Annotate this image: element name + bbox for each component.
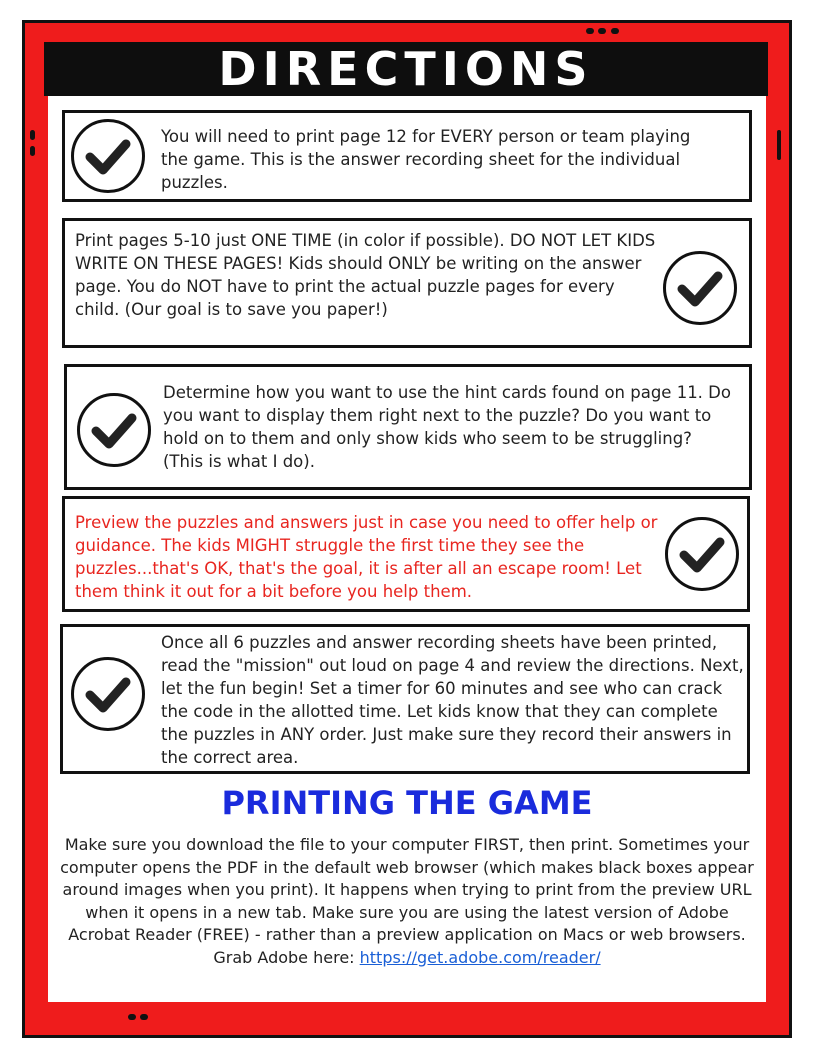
printing-body: Make sure you download the file to your computer FIRST, then print. Sometimes your computer opens the PDF in the default web browser (which makes black boxes appear around images when you print). It happens when trying to print from the preview URL when it opens in a new tab. Make sure you are using the latest version of Adobe Acrobat Reader (FREE) - rather than a preview application on Macs or web browsers. bbox=[60, 835, 754, 944]
printing-heading: PRINTING THE GAME bbox=[221, 784, 593, 822]
checkmark-circle-icon bbox=[77, 393, 151, 467]
checkmark-circle-icon bbox=[71, 657, 145, 731]
direction-step-2 bbox=[62, 218, 752, 348]
title-bar bbox=[44, 42, 768, 96]
printing-instructions bbox=[58, 834, 756, 969]
frame-dot bbox=[598, 28, 606, 34]
adobe-reader-link[interactable]: https://get.adobe.com/reader/ bbox=[359, 947, 601, 967]
step-text: Print pages 5-10 just ONE TIME (in color if possible). DO NOT LET KIDS WRITE ON THESE PAGES! Kids should ONLY be writing on the answer page. You do NOT have to print the actual puzzle pages for every child. (Our goal is to save you paper!) bbox=[75, 231, 656, 319]
checkmark-circle-icon bbox=[71, 119, 145, 193]
direction-step-3 bbox=[64, 364, 752, 490]
frame-dot bbox=[586, 28, 594, 34]
frame-dot bbox=[30, 146, 35, 156]
step-text: Preview the puzzles and answers just in case you need to offer help or guidance. The kids MIGHT struggle the first time they see the puzzles...that's OK, that's the goal, it is after all an escape room! Let them think it out for a bit before you help them. bbox=[75, 513, 658, 601]
frame-dot bbox=[611, 28, 619, 34]
checkmark-circle-icon bbox=[665, 517, 739, 591]
grab-adobe-label: Grab Adobe here: bbox=[213, 947, 360, 967]
direction-step-1 bbox=[62, 110, 752, 202]
direction-step-4 bbox=[62, 496, 750, 612]
step-text: Determine how you want to use the hint cards found on page 11. Do you want to display them right next to the puzzle? Do you want to hold on to them and only show kids who seem to be struggling? (This is what I do). bbox=[163, 383, 731, 471]
frame-dot bbox=[128, 1014, 136, 1020]
frame-dot bbox=[30, 130, 35, 140]
frame-dot bbox=[777, 130, 781, 160]
direction-step-5 bbox=[60, 624, 750, 774]
step-text: You will need to print page 12 for EVERY person or team playing the game. This is the answer recording sheet for the individual puzzles. bbox=[161, 127, 691, 192]
checkmark-circle-icon bbox=[663, 251, 737, 325]
page-title: DIRECTIONS bbox=[218, 42, 594, 96]
step-text: Once all 6 puzzles and answer recording sheets have been printed, read the "mission" out loud on page 4 and review the directions. Next, let the fun begin! Set a timer for 60 minutes and see who can crack the code in the allotted time. Let kids know that they can complete the puzzles in ANY order. Just make sure they record their answers in the correct area. bbox=[161, 633, 744, 767]
frame-dot bbox=[140, 1014, 148, 1020]
